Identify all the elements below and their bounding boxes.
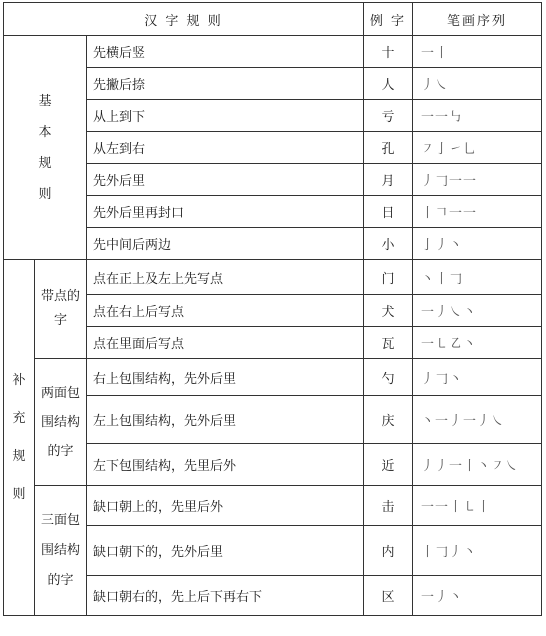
stroke-sequence: 丶一丿一丿㇏ xyxy=(413,396,542,444)
rule-text: 先撇后捺 xyxy=(87,68,364,100)
table-row xyxy=(4,260,542,295)
example-char: 击 xyxy=(364,486,413,526)
rule-text: 缺口朝右的，先上后下再右下 xyxy=(87,576,364,616)
example-char: 月 xyxy=(364,164,413,196)
example-char: 区 xyxy=(364,576,413,616)
stroke-sequence: 一丿丶 xyxy=(413,576,542,616)
group-label-three-sided: 三面包围结构的字 xyxy=(35,486,87,616)
rule-text: 先外后里再封口 xyxy=(87,196,364,228)
rule-text: 左下包围结构，先里后外 xyxy=(87,444,364,486)
example-char: 犬 xyxy=(364,295,413,327)
header-row xyxy=(4,3,542,36)
stroke-sequence: 一丨 xyxy=(413,36,542,68)
stroke-sequence: 丿丿一丨丶㇇㇏ xyxy=(413,444,542,486)
rule-text: 缺口朝上的，先里后外 xyxy=(87,486,364,526)
header-strokes: 笔画序列 xyxy=(413,3,542,36)
stroke-sequence: 丶丨𠃌 xyxy=(413,260,542,295)
supplement-rules-label: 补充规则 xyxy=(4,260,35,616)
header-rule: 汉 字 规 则 xyxy=(4,3,364,36)
example-char: 勺 xyxy=(364,359,413,396)
rule-text: 右上包围结构，先外后里 xyxy=(87,359,364,396)
example-char: 庆 xyxy=(364,396,413,444)
example-char: 孔 xyxy=(364,132,413,164)
rule-text: 点在右上后写点 xyxy=(87,295,364,327)
group-label-dotted: 带点的字 xyxy=(35,260,87,359)
example-char: 十 xyxy=(364,36,413,68)
stroke-sequence: 一一㇉ xyxy=(413,100,542,132)
table-row xyxy=(4,36,542,68)
stroke-sequence: ㇇亅㇀乚 xyxy=(413,132,542,164)
rule-text: 先横后竖 xyxy=(87,36,364,68)
stroke-sequence: 一㇄㇠丶 xyxy=(413,327,542,359)
table-row xyxy=(4,359,542,396)
stroke-order-rules-table xyxy=(3,2,542,616)
group-label-two-sided: 两面包围结构的字 xyxy=(35,359,87,486)
table-row xyxy=(4,486,542,526)
rule-text: 先外后里 xyxy=(87,164,364,196)
example-char: 亏 xyxy=(364,100,413,132)
example-char: 内 xyxy=(364,526,413,576)
stroke-sequence: 一一丨㇄丨 xyxy=(413,486,542,526)
stroke-sequence: 亅丿丶 xyxy=(413,228,542,260)
example-char: 人 xyxy=(364,68,413,100)
rule-text: 左上包围结构，先外后里 xyxy=(87,396,364,444)
stroke-sequence: 一丿㇏丶 xyxy=(413,295,542,327)
basic-rules-label: 基本规则 xyxy=(4,36,87,260)
rule-text: 先中间后两边 xyxy=(87,228,364,260)
stroke-sequence: 丿𠃌一一 xyxy=(413,164,542,196)
header-example: 例 字 xyxy=(364,3,413,36)
example-char: 近 xyxy=(364,444,413,486)
stroke-sequence: 丿㇏ xyxy=(413,68,542,100)
example-char: 门 xyxy=(364,260,413,295)
example-char: 瓦 xyxy=(364,327,413,359)
stroke-sequence: 丿𠃌丶 xyxy=(413,359,542,396)
example-char: 日 xyxy=(364,196,413,228)
stroke-sequence: 丨𠃌丿丶 xyxy=(413,526,542,576)
rule-text: 从左到右 xyxy=(87,132,364,164)
example-char: 小 xyxy=(364,228,413,260)
rule-text: 点在正上及左上先写点 xyxy=(87,260,364,295)
stroke-sequence: 丨𠃍一一 xyxy=(413,196,542,228)
rule-text: 点在里面后写点 xyxy=(87,327,364,359)
rule-text: 从上到下 xyxy=(87,100,364,132)
rule-text: 缺口朝下的，先外后里 xyxy=(87,526,364,576)
